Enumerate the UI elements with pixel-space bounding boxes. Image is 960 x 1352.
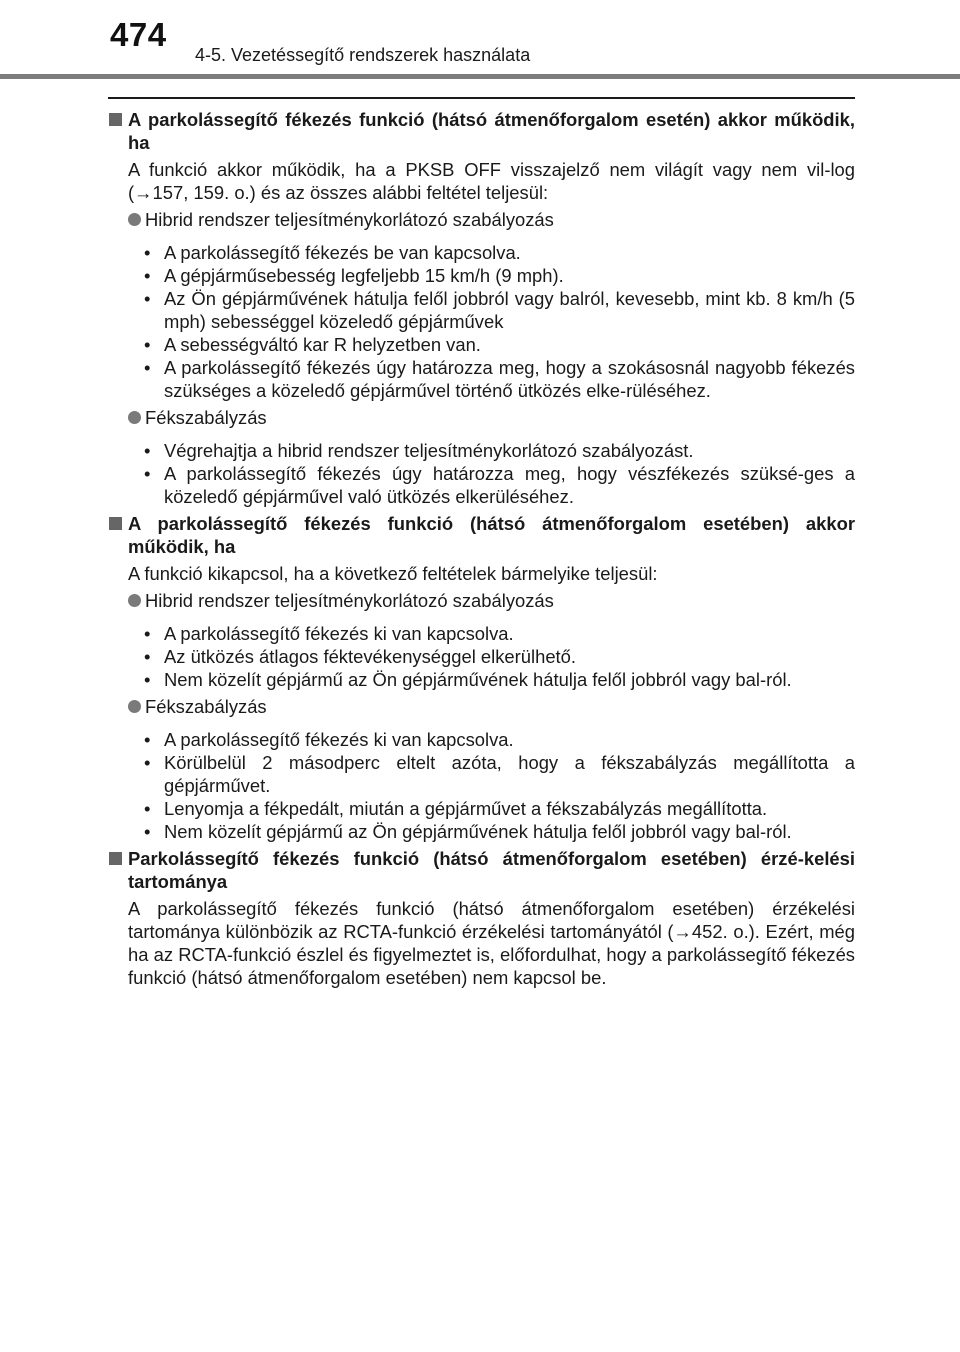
square-bullet-icon (109, 517, 122, 530)
list-item: • A parkolássegítő fékezés ki van kapcsolva. (144, 623, 514, 644)
condition-heading: Fékszabályzás (108, 406, 855, 429)
list-item: • Lenyomja a fékpedált, miután a gépjárművet a fékszabályzás megállította. (144, 798, 768, 819)
list-item: • Nem közelít gépjármű az Ön gépjárművének hátulja felől jobbról vagy bal-ról. (144, 821, 792, 842)
list-item: • A parkolássegítő fékezés úgy határozza meg, hogy a szokásosnál nagyobb fékezés szükséges a közeledő gépjárművel történő ütközés elke-rüléséhez. (144, 357, 855, 401)
circle-bullet-icon (128, 411, 141, 424)
list-item: • Végrehajtja a hibrid rendszer teljesítménykorlátozó szabályozást. (144, 440, 694, 461)
page-header (0, 0, 960, 74)
list-item: • A sebességváltó kar R helyzetben van. (144, 334, 481, 355)
section-heading: A parkolássegítő fékezés funkció (hátsó átmenőforgalom esetében) akkor működik, ha (108, 512, 855, 558)
condition-heading: Hibrid rendszer teljesítménykorlátozó szabályozás (108, 208, 855, 231)
circle-bullet-icon (128, 700, 141, 713)
list-item: • A parkolássegítő fékezés be van kapcsolva. (144, 242, 521, 263)
square-bullet-icon (109, 852, 122, 865)
list-item: • Nem közelít gépjármű az Ön gépjárművének hátulja felől jobbról vagy bal-ról. (144, 669, 792, 690)
bullet-list (108, 728, 855, 843)
bullet-list (108, 241, 855, 402)
circle-bullet-icon (128, 213, 141, 226)
section-intro: A funkció akkor működik, ha a PKSB OFF visszajelző nem világít vagy nem vil-log (→157, 159. o.) és az összes alábbi feltétel teljesül: (128, 159, 855, 203)
page-number: 474 (110, 16, 167, 53)
bullet-list (108, 439, 855, 508)
page-content (108, 104, 855, 989)
square-bullet-icon (109, 113, 122, 126)
list-item: • A parkolássegítő fékezés ki van kapcsolva. (144, 729, 514, 750)
bullet-list (108, 622, 855, 691)
chapter-title: 4-5. Vezetéssegítő rendszerek használata (195, 45, 531, 65)
circle-bullet-icon (128, 594, 141, 607)
list-item: • Az ütközés átlagos féktevékenységgel elkerülhető. (144, 646, 576, 667)
section-intro: A funkció kikapcsol, ha a következő feltételek bármelyike teljesül: (128, 563, 658, 584)
list-item: • A gépjárműsebesség legfeljebb 15 km/h (9 mph). (144, 265, 564, 286)
condition-heading: Fékszabályzás (108, 695, 855, 718)
list-item: • Az Ön gépjárművének hátulja felől jobbról vagy balról, kevesebb, mint kb. 8 km/h (5 mph) sebességgel közeledő gépjárművek (144, 288, 855, 332)
list-item: • A parkolássegítő fékezés úgy határozza meg, hogy vészfékezés szüksé-ges a közeledő gépjárművel való ütközés elkerüléséhez. (144, 463, 855, 507)
section-heading: A parkolássegítő fékezés funkció (hátsó átmenőforgalom esetén) akkor működik, ha (108, 108, 855, 154)
section-intro: A parkolássegítő fékezés funkció (hátsó átmenőforgalom esetében) érzékelési tartománya különbözik az RCTA-funkció érzékelési tartományától (→452. o.). Ezért, még ha az RCTA-funkció észlel és figyelmeztet is, előfordulhat, hogy a parkolássegítő fékezés funkció (hátsó átmenőforgalom esetében) nem kapcsol be. (128, 898, 855, 988)
header-divider (0, 74, 960, 79)
condition-heading: Hibrid rendszer teljesítménykorlátozó szabályozás (108, 589, 855, 612)
section-heading: Parkolássegítő fékezés funkció (hátsó átmenőforgalom esetében) érzé-kelési tartománya (108, 847, 855, 893)
content-divider (108, 97, 855, 99)
list-item: • Körülbelül 2 másodperc eltelt azóta, hogy a fékszabályzás megállította a gépjárművet. (144, 752, 855, 796)
